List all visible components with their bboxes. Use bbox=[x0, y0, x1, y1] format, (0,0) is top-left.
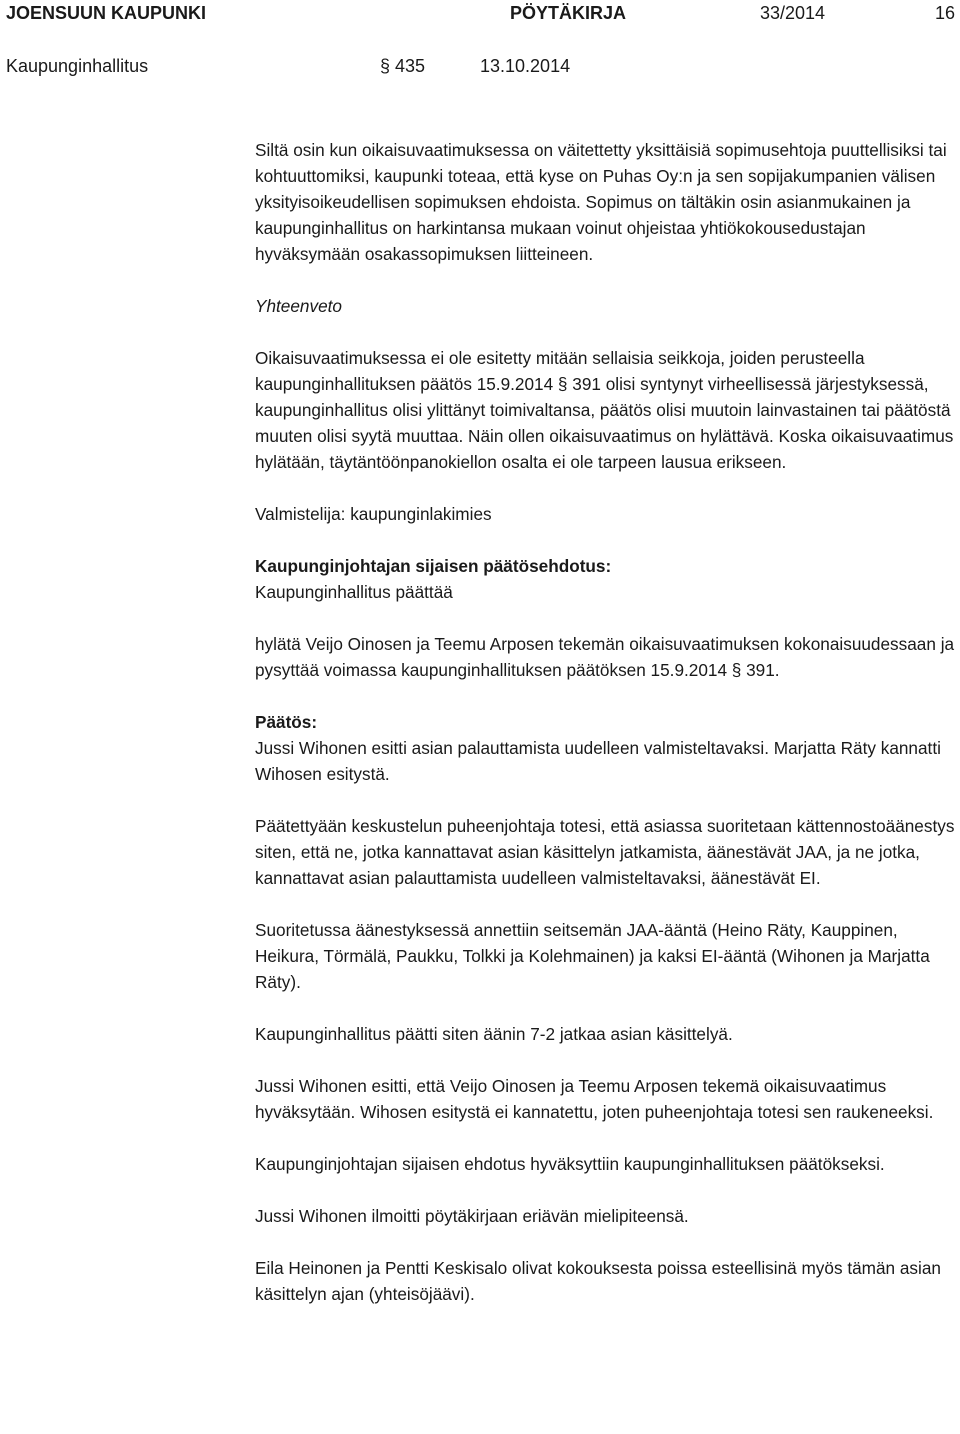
preparer-line: Valmistelija: kaupunginlakimies bbox=[255, 504, 492, 524]
document-number: 33/2014 bbox=[760, 3, 826, 23]
organization-name: JOENSUUN KAUPUNKI bbox=[6, 3, 207, 23]
decision-heading: Päätös: bbox=[255, 712, 318, 732]
document-body bbox=[255, 137, 955, 1307]
document-type: PÖYTÄKIRJA bbox=[510, 3, 627, 23]
paragraph: Jussi Wihonen esitti asian palauttamista uudelleen valmisteltavaksi. Marjatta Räty kannatti Wihosen esitystä. bbox=[255, 738, 941, 784]
paragraph: Eila Heinonen ja Pentti Keskisalo olivat kokouksesta poissa esteellisinä myös tämän asian käsittelyn ajan (yhteisöjäävi). bbox=[255, 1258, 941, 1304]
paragraph: Päätettyään keskustelun puheenjohtaja totesi, että asiassa suoritetaan kättennostoäänestys siten, että ne, jotka kannattavat asian käsittelyn jatkamista, äänestävät JAA, ja ne jotka, kannattavat asian palauttamista uudelleen valmisteltavaksi, äänestävät EI. bbox=[255, 816, 955, 888]
paragraph: Kaupunginjohtajan sijaisen ehdotus hyväksyttiin kaupunginhallituksen päätökseksi. bbox=[255, 1154, 885, 1174]
summary-heading: Yhteenveto bbox=[255, 296, 342, 316]
paragraph: Suoritetussa äänestyksessä annettiin seitsemän JAA-ääntä (Heino Räty, Kauppinen, Heikura, Törmälä, Paukku, Tolkki ja Kolehmainen) ja kaksi EI-ääntä (Wihonen ja Marjatta Räty). bbox=[255, 920, 930, 992]
body-name: Kaupunginhallitus bbox=[6, 56, 149, 76]
paragraph: Oikaisuvaatimuksessa ei ole esitetty mitään sellaisia seikkoja, joiden perusteella kaupunginhallituksen päätös 15.9.2014 § 391 olisi syntynyt virheellisessä järjestyksessä, kaupunginhallitus olisi ylittänyt toimivaltansa, päätös olisi muutoin lainvastainen tai päätöstä muuten olisi syytä muuttaa. Näin ollen oikaisuvaatimus on hylättävä. Koska oikaisuvaatimus hylätään, täytäntöönpanokiellon osalta ei ole tarpeen lausua erikseen. bbox=[255, 348, 954, 472]
paragraph: Jussi Wihonen esitti, että Veijo Oinosen ja Teemu Arposen tekemä oikaisuvaatimus hyväksytään. Wihosen esitystä ei kannatettu, joten puheenjohtaja totesi sen raukeneeksi. bbox=[255, 1076, 934, 1122]
meeting-date: 13.10.2014 bbox=[480, 56, 571, 76]
page-number: 16 bbox=[935, 3, 956, 23]
section-number: § 435 bbox=[380, 56, 426, 76]
paragraph: Jussi Wihonen ilmoitti pöytäkirjaan eriävän mielipiteensä. bbox=[255, 1206, 689, 1226]
paragraph: Kaupunginhallitus päätti siten äänin 7-2 jatkaa asian käsittelyä. bbox=[255, 1024, 733, 1044]
proposal-intro: Kaupunginhallitus päättää bbox=[255, 582, 453, 602]
proposal-text: hylätä Veijo Oinosen ja Teemu Arposen tekemän oikaisuvaatimuksen kokonaisuudessaan ja pysyttää voimassa kaupunginhallituksen päätöksen 15.9.2014 § 391. bbox=[255, 634, 955, 680]
proposal-heading: Kaupunginjohtajan sijaisen päätösehdotus: bbox=[255, 556, 612, 576]
paragraph: Siltä osin kun oikaisuvaatimuksessa on väitettetty yksittäisiä sopimusehtoja puuttellisiksi tai kohtuuttomiksi, kaupunki toteaa, että kyse on Puhas Oy:n ja sen sopijakumpanien välisen yksityisoikeudellisen sopimuksen ehdoista. Sopimus on tältäkin osin asianmukainen ja kaupunginhallitus on harkintansa mukaan voinut ohjeistaa yhtiökokousedustajan hyväksymään osakassopimuksen liitteineen. bbox=[255, 140, 947, 264]
